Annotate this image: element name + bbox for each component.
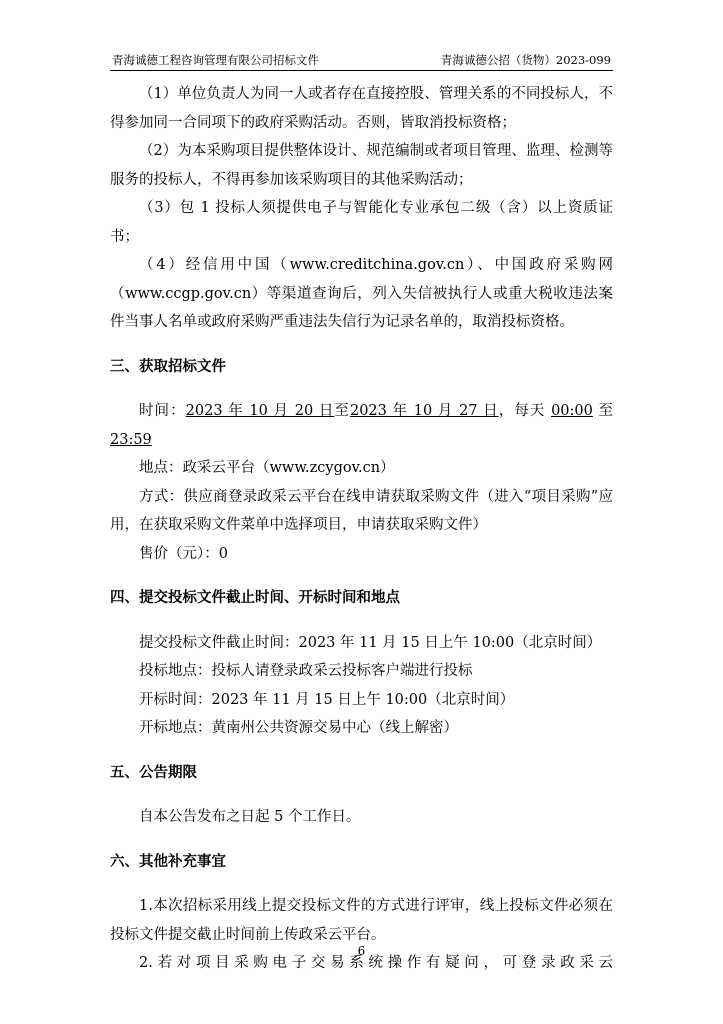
section-6-title: 六、其他补充事宜: [110, 853, 226, 870]
opening-place: 开标地点：黄南州公共资源交易中心（线上解密）: [139, 720, 458, 736]
acquisition-method: 方式：供应商登录政采云平台在线申请获取采购文件（进入“项目采购”应用，在获取采购文件菜单中选择项目，申请获取采购文件）: [110, 488, 613, 533]
header-doc-number: 青海诚德公招（货物）2023-099: [440, 53, 611, 67]
acquisition-time: 时间：2023 年 10 月 20 日至2023 年 10 月 27 日，每天 00:00 至 23:59: [110, 403, 614, 448]
page-header: [110, 50, 613, 71]
page-number: 6: [357, 944, 366, 958]
bid-place: 投标地点：投标人请登录政采云投标客户端进行投标: [139, 663, 473, 679]
daily-start: 00:00: [551, 403, 593, 419]
acquisition-price: 售价（元）：0: [139, 545, 228, 562]
daily-end: 23:59: [110, 431, 152, 448]
supplementary-item-2: 2.若对项目采购电子交易系统操作有疑问，可登录政采云: [139, 955, 613, 971]
header-company: 青海诚德工程咨询管理有限公司招标文件: [112, 53, 319, 67]
qualification-item-3: （3）包 1 投标人须提供电子与智能化专业承包二级（含）以上资质证书；: [110, 200, 613, 245]
section-3-title: 三、获取招标文件: [110, 358, 226, 375]
time-end: 2023 年 10 月 27 日: [349, 403, 499, 419]
opening-time: 开标时间：2023 年 11 月 15 日上午 10:00（北京时间）: [139, 691, 515, 708]
submission-deadline: 提交投标文件截止时间：2023 年 11 月 15 日上午 10:00（北京时间）: [139, 634, 602, 651]
section-5-title: 五、公告期限: [110, 764, 197, 781]
time-start: 2023 年 10 月 20 日: [185, 403, 335, 419]
qualification-item-2: （2）为本采购项目提供整体设计、规范编制或者项目管理、监理、检测等服务的投标人，不得再参加该采购项目的其他采购活动；: [110, 143, 613, 188]
qualification-item-4-line-1: （4）经信用中国（www.creditchina.gov.cn）、中国政府采购网: [139, 257, 613, 273]
document-body: [110, 80, 613, 978]
supplementary-item-1: 1.本次招标采用线上提交投标文件的方式进行评审，线上投标文件必须在投标文件提交截止时间前上传政采云平台。: [110, 898, 613, 943]
qualification-item-4-rest: （www.ccgp.gov.cn）等渠道查询后，列入失信被执行人或重大税收违法案件当事人名单或政府采购严重违法失信行为记录名单的，取消投标资格。: [110, 285, 613, 330]
qualification-item-1: （1）单位负责人为同一人或者存在直接控股、管理关系的不同投标人，不得参加同一合同项下的政府采购活动。否则，皆取消投标资格；: [110, 86, 613, 131]
announcement-period: 自本公告发布之日起 5 个工作日。: [139, 809, 361, 825]
section-4-title: 四、提交投标文件截止时间、开标时间和地点: [110, 590, 400, 606]
acquisition-place: 地点：政采云平台（www.zcygov.cn）: [139, 460, 395, 476]
